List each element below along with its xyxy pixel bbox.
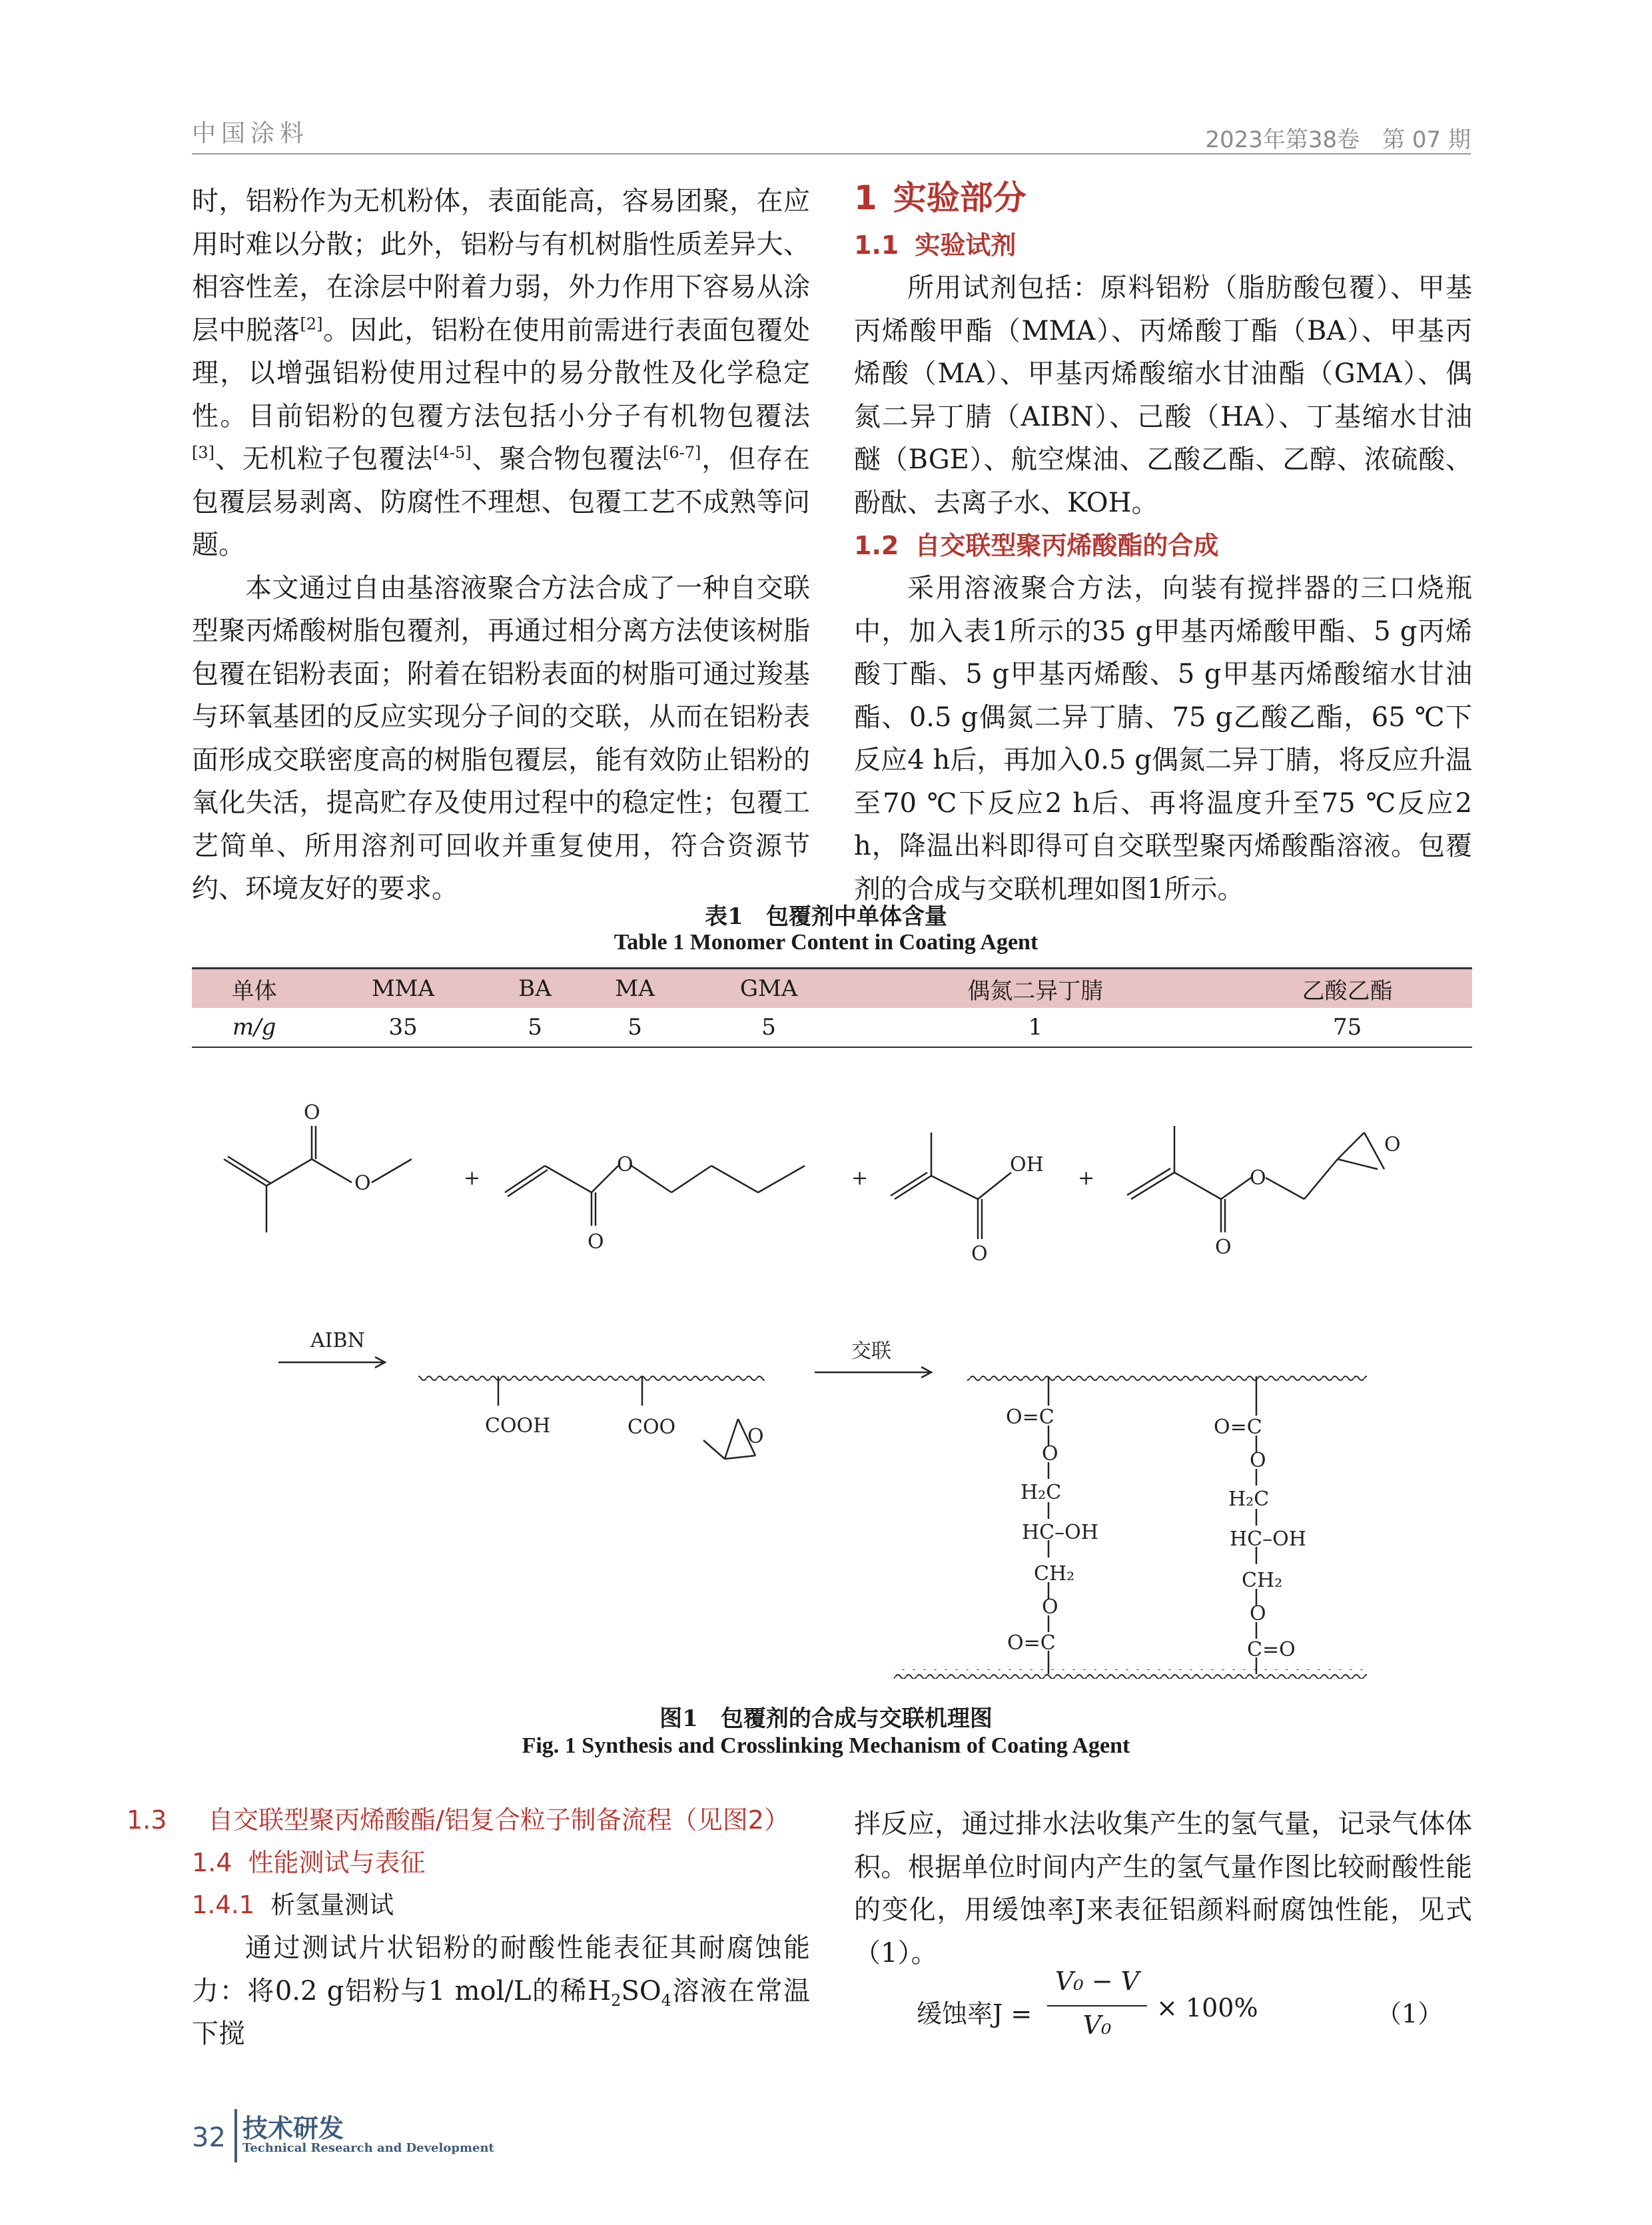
citation: [2] xyxy=(300,314,323,334)
equation-number: （1） xyxy=(1376,1999,1444,2028)
atom-label: O xyxy=(1042,1442,1058,1466)
atom-label: O xyxy=(1250,1166,1266,1190)
section-heading-1-4: 1.4 性能测试与表征 xyxy=(192,1848,426,1877)
group-label: CH₂ xyxy=(1242,1569,1283,1592)
paragraph-intro-cont: 时，铝粉作为无机粉体，表面能高，容易团聚，在应用时难以分散；此外，铝粉与有机树脂性质差异大、相容性差，在涂层中附着力弱，外力作用下容易从涂层中脱落[2]。因此，铝粉在使用前需进行表面包覆处理，以增强铝粉使用过程中的易分散性及化学稳定性。目前铝粉的包覆方法包括小分子有机物包覆法[3]、无机粒子包覆法[4-5]、聚合物包覆法[6-7]，但存在包覆层易剥离、防腐性不理想、包覆工艺不成熟等问题。 xyxy=(192,186,811,560)
atom-label: O xyxy=(304,1101,320,1124)
left-column xyxy=(192,180,810,911)
figure-caption-cn: 图1 包覆剂的合成与交联机理图 xyxy=(659,1705,993,1732)
group-label: COOH xyxy=(485,1414,551,1438)
table-header-cell: 偶氮二异丁腈 xyxy=(848,969,1222,1009)
citation: [4-5] xyxy=(433,443,472,462)
group-label: C=O xyxy=(1247,1638,1296,1661)
footer-section-en: Technical Research and Development xyxy=(242,2141,494,2155)
group-label: H₂C xyxy=(1228,1488,1270,1511)
footer-section-cn: 技术研发 xyxy=(242,2114,344,2143)
atom-label: O xyxy=(1042,1595,1058,1619)
atom-label: O xyxy=(354,1172,371,1195)
crosslinked-backbone-top xyxy=(967,1372,1367,1381)
group-label: O=C xyxy=(1006,1406,1054,1429)
table-cell: 1 xyxy=(848,1008,1222,1047)
polymer-backbone xyxy=(418,1372,765,1381)
paragraph-aim: 本文通过自由基溶液聚合方法合成了一种自交联型聚丙烯酸树脂包覆剂，再通过相分离方法使该树脂包覆在铝粉表面；附着在铝粉表面的树脂可通过羧基与环氧基团的反应实现分子间的交联，从而在铝粉表面形成交联密度高的树脂包覆层，能有效防止铝粉的氧化失活，提高贮存及使用过程中的稳定性；包覆工艺简单、所用溶剂可回收并重复使用，符合资源节约、环境友好的要求。 xyxy=(192,572,810,904)
group-label: O=C xyxy=(1214,1416,1262,1439)
table-header-cell: 乙酸乙酯 xyxy=(1222,969,1472,1009)
paragraph-hydrogen-cont: 拌反应，通过排水法收集产生的氢气量，记录气体体积。根据单位时间内产生的氢气量作图比较耐酸性能的变化，用缓蚀率J来表征铝颜料耐腐蚀性能，见式（1）。 xyxy=(854,1809,1472,1969)
issue-info: 2023年第38卷 第 07 期 xyxy=(1205,127,1471,153)
table-caption-en: Table 1 Monomer Content in Coating Agent xyxy=(614,930,1038,955)
atom-label: O xyxy=(1215,1236,1232,1259)
atom-label: O xyxy=(1384,1133,1401,1156)
table-cell: 75 xyxy=(1222,1008,1472,1047)
table-header-cell: GMA xyxy=(689,969,848,1009)
atom-label: O xyxy=(971,1242,988,1266)
section-heading-1-4-1: 1.4.1 析氢量测试 xyxy=(192,1891,394,1919)
lower-left-column xyxy=(127,1799,810,2056)
paragraph-reagents: 所用试剂包括：原料铝粉（脂肪酸包覆）、甲基丙烯酸甲酯（MMA）、丙烯酸丁酯（BA）、甲基丙烯酸（MA）、甲基丙烯酸缩水甘油酯（GMA）、偶氮二异丁腈（AIBN）、己酸（HA）、丁基缩水甘油醚（BGE）、航空煤油、乙酸乙酯、乙醇、浓硫酸、酚酞、去离子水、KOH。 xyxy=(854,272,1472,518)
atom-label: O xyxy=(1250,1449,1266,1472)
table-row-label: m/g xyxy=(192,1008,316,1047)
citation: [6-7] xyxy=(662,443,701,462)
plus-sign: + xyxy=(851,1166,869,1190)
lower-right-column xyxy=(854,1803,1472,1975)
group-label: HC–OH xyxy=(1022,1521,1098,1544)
table-header-cell: BA xyxy=(490,969,581,1009)
equation-lhs: 缓蚀率J = xyxy=(917,1999,1032,2028)
table-header-row xyxy=(192,969,1472,1009)
monomer-table xyxy=(192,967,1472,1048)
journal-name: 中国涂料 xyxy=(192,120,310,147)
atom-label: O xyxy=(747,1425,764,1448)
atom-label: O xyxy=(617,1153,633,1176)
equation-inhibition-rate xyxy=(917,1964,1449,2050)
section-heading-1: 1 实验部分 xyxy=(854,179,1027,217)
plus-sign: + xyxy=(464,1166,481,1190)
section-heading-1-1: 1.1 实验试剂 xyxy=(854,230,1017,260)
footer-bar xyxy=(234,2109,237,2162)
header-rule xyxy=(192,153,1471,155)
group-label: O=C xyxy=(1007,1631,1056,1655)
group-label: CH₂ xyxy=(1034,1562,1075,1585)
page-number: 32 xyxy=(192,2122,226,2153)
table-cell: 5 xyxy=(689,1008,848,1047)
table-header-cell: MA xyxy=(580,969,689,1009)
paragraph-synthesis: 采用溶液聚合方法，向装有搅拌器的三口烧瓶中，加入表1所示的35 g甲基丙烯酸甲酯、5 g丙烯酸丁酯、5 g甲基丙烯酸、5 g甲基丙烯酸缩水甘油酯、0.5 g偶氮二异丁腈、75 g乙酸乙酯，65 ℃下反应4 h后，再加入0.5 g偶氮二异丁腈，将反应升温至70 ℃下反应2 h后、再将温度升至75 ℃反应2 h，降温出料即得可自交联型聚丙烯酸酯溶液。包覆剂的合成与交联机理如图1所示。 xyxy=(854,573,1472,905)
figure-caption-en: Fig. 1 Synthesis and Crosslinking Mechanism of Coating Agent xyxy=(522,1733,1130,1758)
table-cell: 5 xyxy=(490,1008,581,1047)
equation-numerator: V₀ − V xyxy=(1054,1967,1140,1996)
table-caption-cn: 表1 包覆剂中单体含量 xyxy=(705,903,947,930)
table-header-cell: MMA xyxy=(316,969,489,1009)
fraction-bar xyxy=(1047,2005,1147,2006)
group-label: HC–OH xyxy=(1230,1528,1306,1551)
table-cell: 35 xyxy=(316,1008,489,1047)
table-header-cell: 单体 xyxy=(192,969,316,1009)
paragraph-hydrogen-test: 通过测试片状铝粉的耐酸性能表征其耐腐蚀能力：将0.2 g铝粉与1 mol/L的稀$H_2SO_4$溶液在常温下搅 xyxy=(192,1933,810,2049)
atom-label: OH xyxy=(1010,1153,1044,1176)
aibn-label: AIBN xyxy=(310,1329,365,1352)
atom-label: O xyxy=(1250,1602,1266,1625)
crosslinked-backbone-bottom xyxy=(894,1669,1367,1679)
table-row xyxy=(192,1008,1472,1047)
plus-sign: + xyxy=(1078,1166,1095,1190)
ma-structure xyxy=(891,1132,1011,1239)
crosslink-label: 交联 xyxy=(851,1340,891,1363)
reaction-scheme-figure xyxy=(192,1066,1472,1692)
ba-structure xyxy=(505,1166,805,1226)
mma-structure xyxy=(224,1126,412,1232)
section-heading-1-2: 1.2 自交联型聚丙烯酸酯的合成 xyxy=(854,531,1219,560)
section-heading-1-3: 1.3 自交联型聚丙烯酸酯/铝复合粒子制备流程（见图2） xyxy=(127,1805,789,1835)
group-label: H₂C xyxy=(1021,1481,1062,1504)
atom-label: O xyxy=(588,1230,604,1254)
group-label: COO xyxy=(627,1416,676,1439)
equation-denominator: V₀ xyxy=(1082,2010,1112,2040)
table-cell: 5 xyxy=(580,1008,689,1047)
citation: [3] xyxy=(192,443,214,462)
equation-factor: × 100% xyxy=(1156,1993,1258,2022)
right-column xyxy=(854,172,1472,911)
